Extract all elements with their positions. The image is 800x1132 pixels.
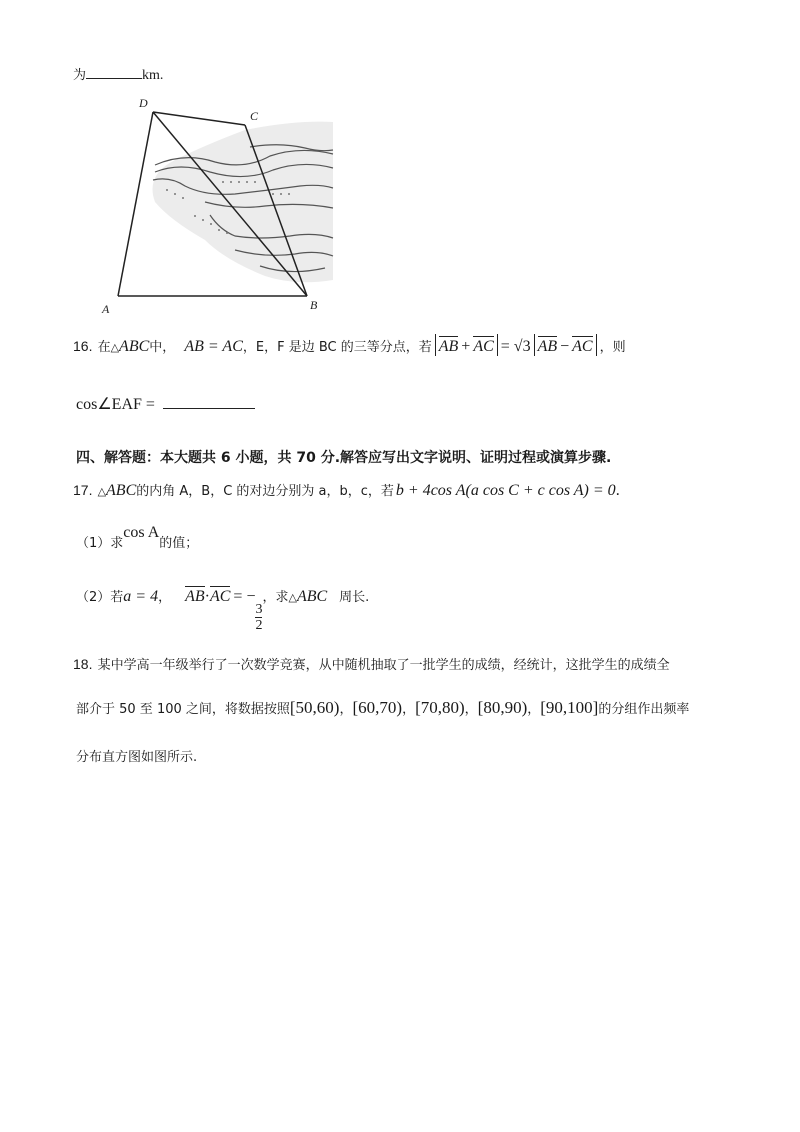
plus-sign: + <box>461 338 471 355</box>
interval-80-90: [80,90) <box>477 698 528 717</box>
vector-ab-2: AB <box>537 338 558 355</box>
q18-number: 18. <box>73 656 93 672</box>
q17-statement <box>73 480 620 500</box>
triangle-symbol: △ <box>110 342 120 354</box>
q16-answer-line <box>76 394 255 414</box>
separator: ， <box>527 702 541 717</box>
q16-text-3: ，E，F 是边 BC 的三等分点，若 <box>242 340 432 355</box>
q15-answer-blank[interactable] <box>86 78 142 79</box>
abs-bar-left <box>435 334 436 356</box>
triangle-symbol: △ <box>288 592 297 604</box>
minus-sign: − <box>560 338 570 355</box>
q17-number: 17. <box>73 482 93 498</box>
label-b: B <box>310 298 318 312</box>
q18-text-1: 某中学高一年级举行了一次数学竞赛，从中随机抽取了一批学生的成绩，经统计，这批学生的成绩全 <box>97 658 670 673</box>
q18-text-3: 的分组作出频率 <box>598 702 690 717</box>
q17-end: . <box>615 482 620 499</box>
interval-90-100: [90,100] <box>540 698 599 717</box>
q17-part2-label: （2）若 <box>76 590 124 605</box>
q17-part1-label: （1）求 <box>76 536 124 551</box>
abs-bar-left-2 <box>534 334 535 356</box>
eq-sqrt3: = √3 <box>500 338 531 355</box>
vector-ac: AC <box>473 338 494 355</box>
q16-equality: AB = AC <box>184 338 243 355</box>
q17-part2-end: 周长. <box>339 590 370 605</box>
interval-70-80: [70,80) <box>415 698 465 717</box>
q17-comma: ， <box>158 590 172 605</box>
dot-product: · <box>204 588 210 605</box>
label-c: C <box>250 109 259 123</box>
separator: ， <box>339 702 353 717</box>
vector-ac-2: AC <box>572 338 593 355</box>
section-heading: 四、解答题：本大题共 6 小题，共 70 分.解答应写出文字说明、证明过程或演算步骤. <box>76 450 612 466</box>
vector-ac: AC <box>209 588 231 605</box>
q16-number: 16. <box>73 338 93 354</box>
q16-text-4: ，则 <box>599 340 626 355</box>
eq-negative: = − <box>233 588 256 605</box>
fraction-3-2 <box>255 602 262 633</box>
q18-text-2: 部介于 50 至 100 之间，将数据按照 <box>76 702 290 717</box>
separator: ， <box>464 702 478 717</box>
q17-triangle-abc: ABC <box>106 482 137 499</box>
q16-cos-expression: cos∠EAF = <box>76 396 155 413</box>
q16-text-1: 在 <box>97 340 111 355</box>
river-illustration <box>153 122 334 283</box>
q17-part1-end: 的值； <box>159 536 199 551</box>
q17-part1 <box>76 524 199 552</box>
geometry-figure <box>95 90 340 315</box>
fraction-numerator: 3 <box>255 602 263 617</box>
q16-triangle-abc: ABC <box>119 338 150 355</box>
q17-part2-text: ，求 <box>262 590 289 605</box>
fraction-denominator: 2 <box>255 618 263 633</box>
q18-line-3: 分布直方图如图所示. <box>76 750 198 765</box>
q17-part1-expr: cos A <box>123 524 160 541</box>
q18-line-1 <box>73 654 670 673</box>
abs-bar-right-2 <box>596 334 597 356</box>
q15-prefix: 为 <box>73 68 87 83</box>
vector-ab: AB <box>185 588 205 605</box>
q17-part2 <box>76 586 369 633</box>
q16-text-2: 中， <box>149 340 176 355</box>
label-a: A <box>102 302 110 315</box>
q17-text-1: 的内角 A，B，C 的对边分别为 a，b，c，若 <box>136 484 394 499</box>
vector-ab: AB <box>438 338 459 355</box>
q18-line-2 <box>76 698 689 718</box>
q17-part2-a: a = 4 <box>123 588 159 605</box>
separator: ， <box>402 702 416 717</box>
label-d: D <box>139 96 148 110</box>
q17-part2-triangle: ABC <box>296 588 328 605</box>
q17-condition: b + 4cos A(a cos C + c cos A) = 0 <box>395 482 616 499</box>
interval-60-70: [60,70) <box>352 698 403 717</box>
q16-statement <box>73 334 626 356</box>
triangle-symbol: △ <box>97 486 107 498</box>
q15-unit: km. <box>142 68 164 83</box>
abs-bar-right <box>497 334 498 356</box>
q16-answer-blank[interactable] <box>163 408 255 409</box>
interval-50-60: [50,60) <box>289 698 340 717</box>
q15-answer-line <box>73 64 163 84</box>
